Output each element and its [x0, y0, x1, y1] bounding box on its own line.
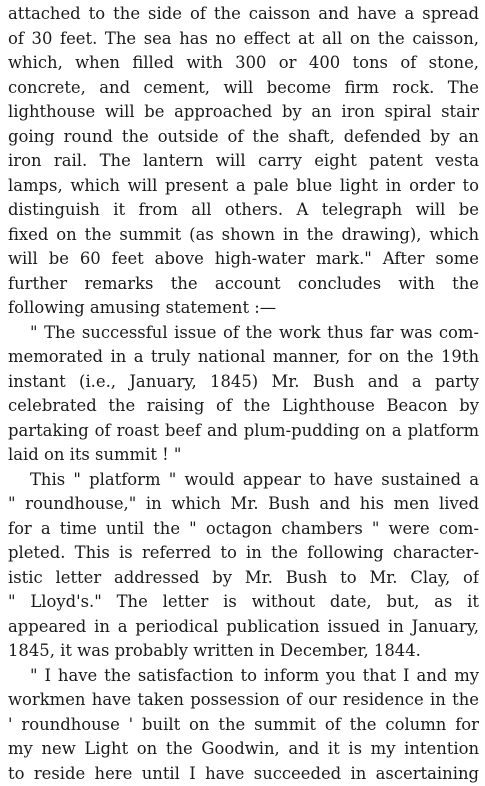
- paragraph: [8, 2, 479, 321]
- text-line: further remarks the account concludes with the: [8, 272, 479, 297]
- text-line: concrete, and cement, will become firm rock. The: [8, 76, 479, 101]
- text-line: my new Light on the Goodwin, and it is my intention: [8, 737, 479, 762]
- text-line: will be 60 feet above high-water mark." After some: [8, 247, 479, 272]
- text-line: pleted. This is referred to in the following character-: [8, 541, 479, 566]
- text-line: istic letter addressed by Mr. Bush to Mr. Clay, of: [8, 566, 479, 591]
- text-line: ' roundhouse ' built on the summit of the column for: [8, 713, 479, 738]
- text-line: " roundhouse," in which Mr. Bush and his men lived: [8, 492, 479, 517]
- text-line: laid on its summit ! ": [8, 443, 479, 468]
- text-line: going round the outside of the shaft, defended by an: [8, 125, 479, 150]
- text-line: appeared in a periodical publication issued in January,: [8, 615, 479, 640]
- text-line: instant (i.e., January, 1845) Mr. Bush and a party: [8, 370, 479, 395]
- paragraph: [8, 468, 479, 664]
- text-line: 1845, it was probably written in December, 1844.: [8, 639, 479, 664]
- text-line: of 30 feet. The sea has no effect at all on the caisson,: [8, 27, 479, 52]
- text-line: " The successful issue of the work thus far was com-: [8, 321, 479, 346]
- text-line: fixed on the summit (as shown in the drawing), which: [8, 223, 479, 248]
- text-line: to reside here until I have succeeded in ascertaining: [8, 762, 479, 786]
- text-line: workmen have taken possession of our residence in the: [8, 688, 479, 713]
- text-line: following amusing statement :—: [8, 296, 479, 321]
- text-line: lighthouse will be approached by an iron spiral stair: [8, 100, 479, 125]
- text-line: This " platform " would appear to have sustained a: [8, 468, 479, 493]
- page-text: [8, 2, 479, 786]
- text-line: celebrated the raising of the Lighthouse Beacon by: [8, 394, 479, 419]
- text-line: for a time until the " octagon chambers " were com-: [8, 517, 479, 542]
- text-line: memorated in a truly national manner, for on the 19th: [8, 345, 479, 370]
- text-line: iron rail. The lantern will carry eight patent vesta: [8, 149, 479, 174]
- text-line: distinguish it from all others. A telegraph will be: [8, 198, 479, 223]
- text-line: attached to the side of the caisson and have a spread: [8, 2, 479, 27]
- text-line: " I have the satisfaction to inform you that I and my: [8, 664, 479, 689]
- text-line: lamps, which will present a pale blue light in order to: [8, 174, 479, 199]
- text-line: " Lloyd's." The letter is without date, but, as it: [8, 590, 479, 615]
- paragraph: [8, 321, 479, 468]
- text-line: which, when filled with 300 or 400 tons of stone,: [8, 51, 479, 76]
- text-line: partaking of roast beef and plum-pudding on a platform: [8, 419, 479, 444]
